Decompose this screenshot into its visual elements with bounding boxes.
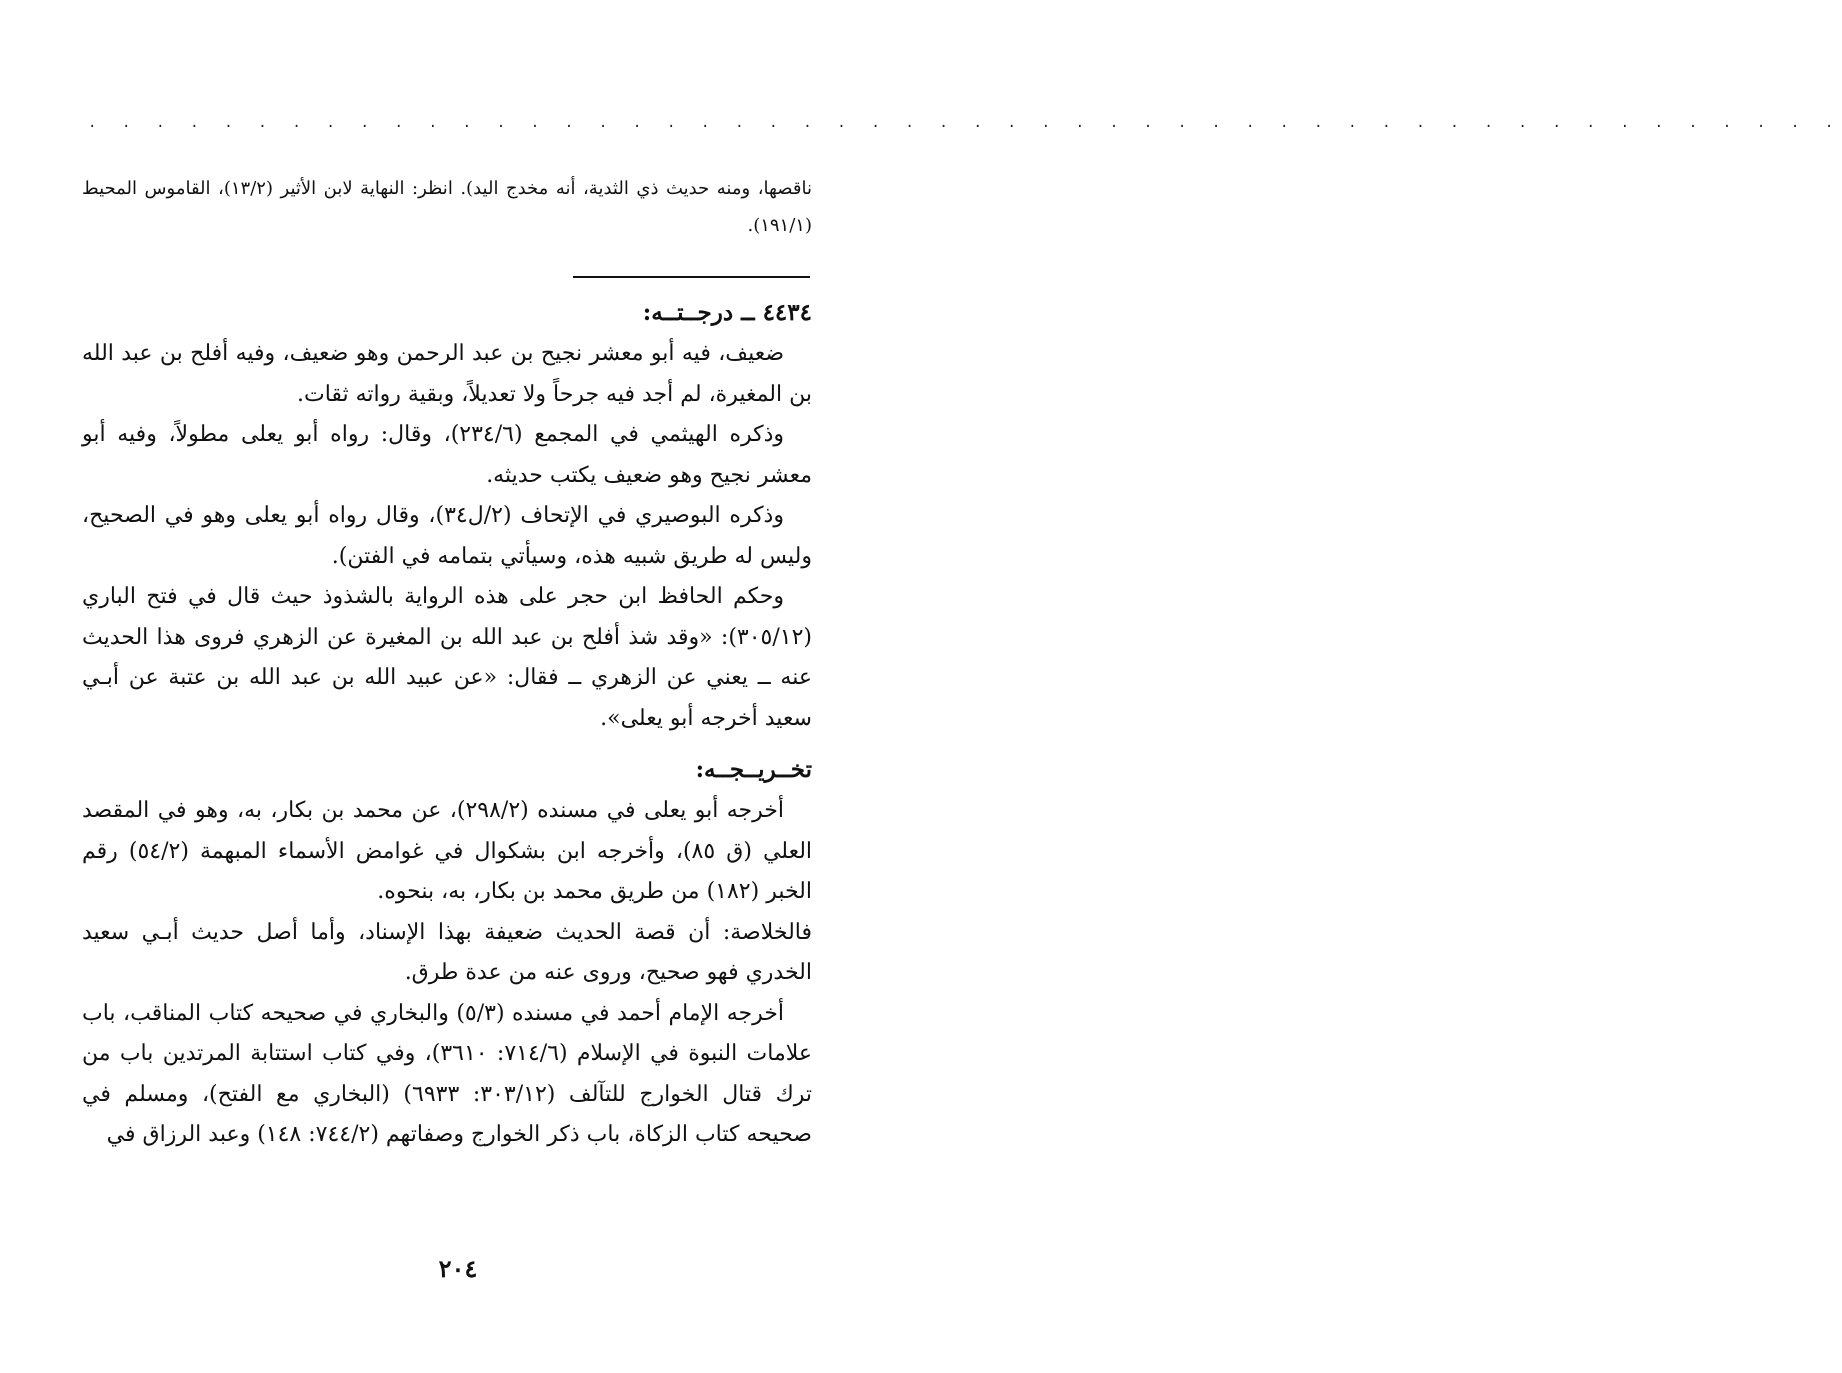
paragraph: ضعيف، فيه أبو معشر نجيح بن عبد الرحمن وهو ضعيف، وفيه أفلح بن عبد الله بن المغيرة، لم أجد فيه جرحاً ولا تعديلاً، وبقية رواته ثقات. [82, 341, 812, 407]
paragraph: أخرجه الإمام أحمد في مسنده (٥/٣) والبخاري في صحيحه كتاب المناقب، باب علامات النبوة في الإسلام (٧١٤/٦: ٣٦١٠)، وفي كتاب استتابة المرتدين باب من ترك قتال الخوارج للتآلف (٣٠٣/١٢: ٦٩٣٣) (البخاري مع الفتح)، ومسلم في صحيحه كتاب الزكاة، باب ذكر الخوارج وصفاتهم (٧٤٤/٢: ١٤٨) وعبد الرزاق في [82, 1000, 813, 1147]
footnote-text: ناقصها، ومنه حديث ذي الثدية، أنه مخدج اليد). انظر: النهاية لابن الأثير (١٣/٢)، القاموس المحيط (١٩١/١). [82, 178, 812, 236]
section-divider-rule [573, 276, 810, 278]
paragraph: أخرجه أبو يعلى في مسنده (٢٩٨/٢)، عن محمد بن بكار، به، وهو في المقصد العلي (ق ٨٥)، وأخرجه ابن بشكوال في غوامض الأسماء المبهمة (٥٤/٢) رقم الخبر (١٨٢) من طريق محمد بن بكار، به، بنحوه. [82, 798, 813, 904]
paragraph: فالخلاصة: أن قصة الحديث ضعيفة بهذا الإسناد، وأما أصل حديث أبـي سعيد الخدري فهو صحيح، وروى عنه من عدة طرق. [82, 919, 812, 985]
footnote [82, 170, 812, 244]
main-text [82, 292, 812, 1156]
page-number: ٢٠٤ [438, 1254, 478, 1283]
paragraph: وحكم الحافظ ابن حجر على هذه الرواية بالشذوذ حيث قال في فتح الباري (٣٠٥/١٢): «وقد شذ أفلح بن عبد الله بن المغيرة عن الزهري فروى هذا الحديث عنه ــ يعني عن الزهري ــ فقال: «عن عبيد الله بن عبد الله بن عتبة عن أبـي سعيد أخرجه أبو يعلى». [82, 584, 812, 731]
paragraph: وذكره الهيثمي في المجمع (٢٣٤/٦)، وقال: رواه أبو يعلى مطولاً، وفيه أبو معشر نجيح وهو ضعيف يكتب حديثه. [82, 422, 812, 488]
footnote-separator-dots: . . . . . . . . . . . . . . . . . . . . . . . . . . . . . . . . . . . . . . . . . . . . . . . . . . . . [88, 115, 1842, 131]
section-heading-takhrij: تخــريــجــه: [695, 756, 812, 783]
section-heading-grade: ٤٤٣٤ ــ درجــتــه: [642, 299, 812, 326]
paragraph: وذكره البوصيري في الإتحاف (٢/ل٣٤)، وقال رواه أبو يعلى وهو في الصحيح، وليس له طريق شبيه هذه، وسيأتي بتمامه في الفتن). [82, 503, 812, 569]
